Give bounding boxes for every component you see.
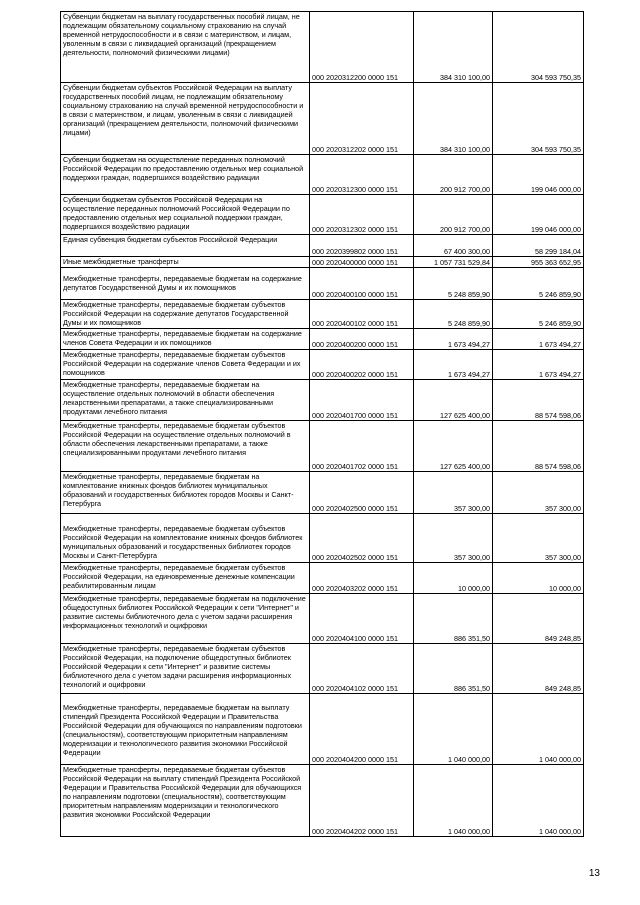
row-description: Субвенции бюджетам субъектов Российской Федерации на осуществление переданных полномочий Российской Федерации по предоставлению отдельных мер социальной поддержки граждан, подвергшихся воздействию радиации (61, 195, 310, 235)
row-code: 000 2020400202 0000 151 (310, 350, 414, 380)
table-row (61, 380, 584, 421)
row-plan: 67 400 300,00 (414, 235, 493, 257)
row-code: 000 2020399802 0000 151 (310, 235, 414, 257)
row-description: Субвенции бюджетам на осуществление переданных полномочий Российской Федерации по предоставлению отдельных мер социальной поддержки граждан, подвергшихся воздействию радиации (61, 155, 310, 195)
table-row (61, 329, 584, 350)
table-row (61, 472, 584, 514)
row-fact: 357 300,00 (493, 472, 584, 514)
table-row (61, 155, 584, 195)
row-fact: 1 040 000,00 (493, 765, 584, 837)
table-row (61, 300, 584, 329)
row-fact: 304 593 750,35 (493, 12, 584, 83)
table-row (61, 257, 584, 268)
table-row (61, 235, 584, 257)
row-code: 000 2020404202 0000 151 (310, 765, 414, 837)
row-plan: 200 912 700,00 (414, 155, 493, 195)
row-code: 000 2020400200 0000 151 (310, 329, 414, 350)
row-code: 000 2020404100 0000 151 (310, 594, 414, 644)
row-description: Межбюджетные трансферты, передаваемые бюджетам субъектов Российской Федерации, на единовременные денежные компенсации реабилитированным лицам (61, 563, 310, 594)
row-fact: 304 593 750,35 (493, 83, 584, 155)
page-number: 13 (588, 868, 600, 879)
row-plan: 1 040 000,00 (414, 765, 493, 837)
budget-table (60, 11, 584, 837)
row-fact: 199 046 000,00 (493, 155, 584, 195)
table-row (61, 563, 584, 594)
row-fact: 58 299 184,04 (493, 235, 584, 257)
table-row (61, 594, 584, 644)
table-row (61, 644, 584, 694)
row-code: 000 2020404102 0000 151 (310, 644, 414, 694)
row-plan: 357 300,00 (414, 514, 493, 563)
row-code: 000 2020312200 0000 151 (310, 12, 414, 83)
row-description: Межбюджетные трансферты, передаваемые бюджетам на осуществление отдельных полномочий в области обеспечения лекарственными препаратами, а также специализированными продуктами лечебного питания (61, 380, 310, 421)
row-fact: 357 300,00 (493, 514, 584, 563)
row-code: 000 2020312202 0000 151 (310, 83, 414, 155)
row-code: 000 2020402500 0000 151 (310, 472, 414, 514)
row-description: Субвенции бюджетам субъектов Российской Федерации на выплату государственных пособий лицам, не подлежащим обязательному социальному страхованию на случай временной нетрудоспособности и в связи с материнством, и лицам, уволенным в связи с ликвидацией организаций (прекращением деятельности, полномочий физическими лицами) (61, 83, 310, 155)
row-plan: 200 912 700,00 (414, 195, 493, 235)
row-description: Единая субвенция бюджетам субъектов Российской Федерации (61, 235, 310, 257)
row-fact: 849 248,85 (493, 594, 584, 644)
row-code: 000 2020404200 0000 151 (310, 694, 414, 765)
row-plan: 384 310 100,00 (414, 12, 493, 83)
row-fact: 88 574 598,06 (493, 380, 584, 421)
row-plan: 5 248 859,90 (414, 300, 493, 329)
row-fact: 5 246 859,90 (493, 268, 584, 300)
row-description: Межбюджетные трансферты, передаваемые бюджетам субъектов Российской Федерации на содержание членов Совета Федерации и их помощников (61, 350, 310, 380)
row-plan: 1 040 000,00 (414, 694, 493, 765)
row-plan: 886 351,50 (414, 594, 493, 644)
row-description: Межбюджетные трансферты, передаваемые бюджетам субъектов Российской Федерации на содержание депутатов Государственной Думы и их помощников (61, 300, 310, 329)
row-description: Межбюджетные трансферты, передаваемые бюджетам субъектов Российской Федерации на комплектование книжных фондов библиотек муниципальных образований и государственных библиотек городов Москвы и Санкт-Петербурга (61, 514, 310, 563)
table-row (61, 514, 584, 563)
row-description: Межбюджетные трансферты, передаваемые бюджетам на содержание членов Совета Федерации и их помощников (61, 329, 310, 350)
row-code: 000 2020400000 0000 151 (310, 257, 414, 268)
table-row (61, 83, 584, 155)
row-description: Межбюджетные трансферты, передаваемые бюджетам на выплату стипендий Президента Российской Федерации и Правительства Российской Федерации для обучающихся по направлениям подготовки (специальностям), соответствующим приоритетным направлениям модернизации и технологического развития экономики Российской Федерации (61, 694, 310, 765)
table-row (61, 268, 584, 300)
row-fact: 955 363 652,95 (493, 257, 584, 268)
row-fact: 199 046 000,00 (493, 195, 584, 235)
row-description: Иные межбюджетные трансферты (61, 257, 310, 268)
row-description: Межбюджетные трансферты, передаваемые бюджетам субъектов Российской Федерации на выплату стипендий Президента Российской Федерации и Правительства Российской Федерации для обучающихся по направлениям подготовки (специальностям), соответствующим приоритетным направлениям модернизации и технологического развития экономики Российской Федерации (61, 765, 310, 837)
row-code: 000 2020401702 0000 151 (310, 421, 414, 472)
table-row (61, 694, 584, 765)
row-fact: 1 040 000,00 (493, 694, 584, 765)
row-description: Межбюджетные трансферты, передаваемые бюджетам на содержание депутатов Государственной Думы и их помощников (61, 268, 310, 300)
row-fact: 849 248,85 (493, 644, 584, 694)
row-fact: 5 246 859,90 (493, 300, 584, 329)
row-plan: 1 057 731 529,84 (414, 257, 493, 268)
row-code: 000 2020312302 0000 151 (310, 195, 414, 235)
row-fact: 1 673 494,27 (493, 350, 584, 380)
row-description: Межбюджетные трансферты, передаваемые бюджетам на комплектование книжных фондов библиотек муниципальных образований и государственных библиотек городов Москвы и Санкт-Петербурга (61, 472, 310, 514)
row-plan: 357 300,00 (414, 472, 493, 514)
row-code: 000 2020402502 0000 151 (310, 514, 414, 563)
row-description: Межбюджетные трансферты, передаваемые бюджетам на подключение общедоступных библиотек Российской Федерации к сети "Интернет" и развитие системы библиотечного дела с учетом задачи расширения информационных технологий и оцифровки (61, 594, 310, 644)
row-fact: 10 000,00 (493, 563, 584, 594)
row-plan: 886 351,50 (414, 644, 493, 694)
row-code: 000 2020403202 0000 151 (310, 563, 414, 594)
row-code: 000 2020400102 0000 151 (310, 300, 414, 329)
row-plan: 1 673 494,27 (414, 329, 493, 350)
row-description: Межбюджетные трансферты, передаваемые бюджетам субъектов Российской Федерации на осуществление отдельных полномочий в области обеспечения лекарственными препаратами, а также специализированными продуктами лечебного питания (61, 421, 310, 472)
row-plan: 127 625 400,00 (414, 380, 493, 421)
table-row (61, 12, 584, 83)
row-plan: 1 673 494,27 (414, 350, 493, 380)
row-plan: 5 248 859,90 (414, 268, 493, 300)
table-row (61, 765, 584, 837)
row-plan: 384 310 100,00 (414, 83, 493, 155)
row-code: 000 2020401700 0000 151 (310, 380, 414, 421)
row-fact: 1 673 494,27 (493, 329, 584, 350)
row-description: Межбюджетные трансферты, передаваемые бюджетам субъектов Российской Федерации, на подключение общедоступных библиотек Российской Федерации к сети "Интернет" и развитие системы библиотечного дела с учетом задачи расширения информационных технологий и оцифровки (61, 644, 310, 694)
row-code: 000 2020400100 0000 151 (310, 268, 414, 300)
row-code: 000 2020312300 0000 151 (310, 155, 414, 195)
table-row (61, 350, 584, 380)
row-plan: 10 000,00 (414, 563, 493, 594)
table-row (61, 195, 584, 235)
row-fact: 88 574 598,06 (493, 421, 584, 472)
table-row (61, 421, 584, 472)
row-plan: 127 625 400,00 (414, 421, 493, 472)
row-description: Субвенции бюджетам на выплату государственных пособий лицам, не подлежащим обязательному социальному страхованию на случай временной нетрудоспособности и в связи с материнством, и лицам, уволенным в связи с ликвидацией организаций (прекращением деятельности, полномочий физическими лицами) (61, 12, 310, 83)
